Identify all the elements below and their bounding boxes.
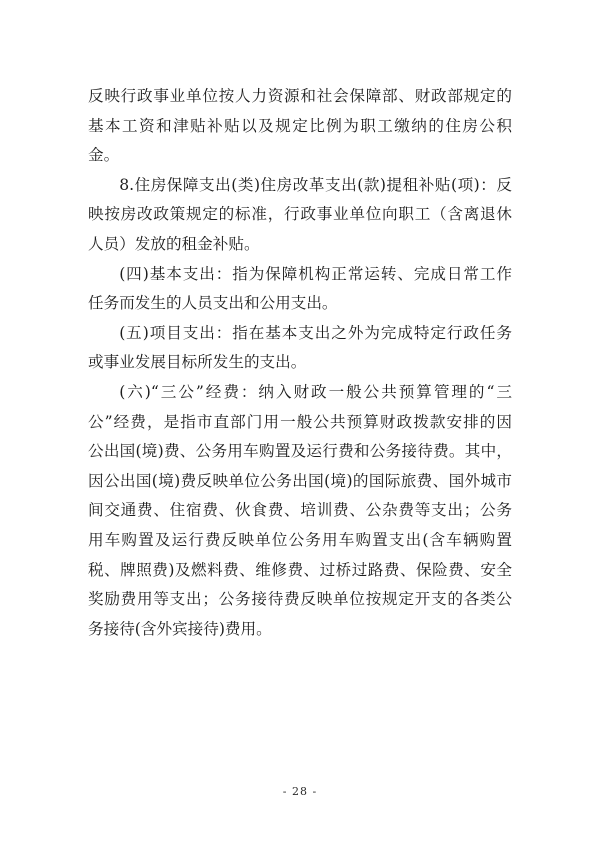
text-line: 人员）发放的租金补贴。 — [88, 234, 260, 253]
text-line: 映按房改政策规定的标准，行政事业单位向职工（含离退休 — [88, 205, 512, 224]
text-line: 税、牌照费)及燃料费、维修费、过桥过路费、保险费、安全 — [88, 560, 512, 579]
paragraph — [88, 82, 512, 171]
text-line: 用车购置及运行费反映单位公务用车购置支出(含车辆购置 — [88, 530, 512, 549]
text-line: 基本工资和津贴补贴以及规定比例为职工缴纳的住房公积 — [88, 116, 512, 135]
text-line: 金。 — [88, 146, 120, 165]
text-line: (四)基本支出：指为保障机构正常运转、完成日常工作 — [119, 264, 512, 283]
text-line: 间交通费、住宿费、伙食费、培训费、公杂费等支出；公务 — [88, 501, 512, 520]
document-text-block — [88, 82, 512, 644]
text-line: 公”经费，是指市直部门用一般公共预算财政拨款安排的因 — [88, 412, 512, 431]
paragraph — [88, 319, 512, 378]
text-line: 奖励费用等支出；公务接待费反映单位按规定开支的各类公 — [88, 590, 512, 609]
text-line: (五)项目支出：指在基本支出之外为完成特定行政任务 — [119, 323, 512, 342]
text-line: 任务而发生的人员支出和公用支出。 — [88, 294, 338, 313]
text-line: 公出国(境)费、公务用车购置及运行费和公务接待费。其中， — [88, 442, 512, 461]
text-line: 因公出国(境)费反映单位公务出国(境)的国际旅费、国外城市 — [88, 471, 512, 490]
paragraph — [88, 171, 512, 260]
text-line: 8.住房保障支出(类)住房改革支出(款)提租补贴(项)：反 — [119, 175, 512, 194]
page-number: - 28 - — [282, 785, 318, 798]
paragraph — [88, 378, 512, 644]
text-line: 或事业发展目标所发生的支出。 — [88, 353, 307, 372]
text-line: 反映行政事业单位按人力资源和社会保障部、财政部规定的 — [88, 87, 512, 105]
text-line: 务接待(含外宾接待)费用。 — [88, 619, 272, 638]
paragraph — [88, 260, 512, 319]
text-line: (六)“三公”经费：纳入财政一般公共预算管理的“三 — [119, 382, 512, 401]
